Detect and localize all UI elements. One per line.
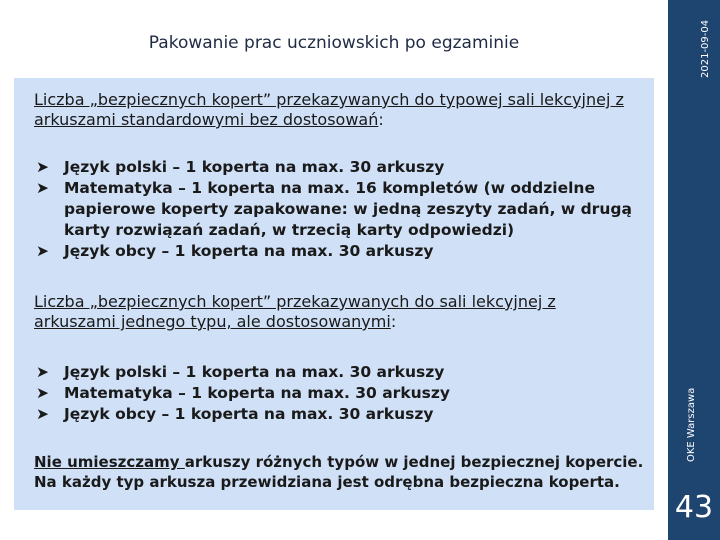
slide-number: 43 bbox=[674, 490, 714, 525]
note-text: arkuszy różnych typów w jednej bezpiecznej kopercie. Na każdy typ arkusza przewidziana jest odrębna bezpieczna koperta. bbox=[34, 453, 644, 491]
list-item-text: Matematyka – 1 koperta na max. 30 arkuszy bbox=[64, 384, 451, 402]
organization-label: OKE Warszawa bbox=[686, 387, 697, 462]
arrowhead-bullet-icon: ➤ bbox=[36, 158, 49, 176]
content-panel bbox=[14, 78, 654, 510]
list-item-text: Matematyka – 1 koperta na max. 16 kompletów (w oddzielne papierowe koperty zapakowane: w jedną zeszyty zadań, w drugą karty rozwiązań zadań, w trzecią karty odpowiedzi) bbox=[64, 179, 632, 239]
section1-intro bbox=[34, 90, 634, 130]
list-item-text: Język polski – 1 koperta na max. 30 arkuszy bbox=[64, 158, 445, 176]
list-item bbox=[36, 178, 636, 241]
list-item bbox=[36, 362, 636, 383]
section1-intro-text: Liczba „bezpiecznych kopert” przekazywanych do typowej sali lekcyjnej z arkuszami standardowymi bez dostosowań bbox=[34, 90, 624, 129]
arrowhead-bullet-icon: ➤ bbox=[36, 363, 49, 381]
list-item bbox=[36, 404, 636, 425]
section1-list bbox=[36, 157, 636, 262]
slide-date: 2021-09-04 bbox=[700, 19, 711, 78]
arrowhead-bullet-icon: ➤ bbox=[36, 384, 49, 402]
section2-intro bbox=[34, 292, 634, 332]
list-item-text: Język obcy – 1 koperta na max. 30 arkuszy bbox=[64, 405, 434, 423]
section2-intro-colon: : bbox=[390, 312, 397, 331]
note-emphasis: Nie umieszczamy bbox=[34, 453, 185, 471]
section1-intro-colon: : bbox=[378, 110, 384, 129]
list-item-text: Język obcy – 1 koperta na max. 30 arkuszy bbox=[64, 242, 434, 260]
section2-intro-text: Liczba „bezpiecznych kopert” przekazywanych do sali lekcyjnej z arkuszami jednego typu, ale dostosowanymi bbox=[34, 292, 556, 331]
list-item bbox=[36, 383, 636, 404]
important-note bbox=[34, 452, 654, 492]
list-item-text: Język polski – 1 koperta na max. 30 arkuszy bbox=[64, 363, 445, 381]
list-item bbox=[36, 157, 636, 178]
section2-list bbox=[36, 362, 636, 425]
slide-title: Pakowanie prac uczniowskich po egzaminie bbox=[148, 33, 520, 53]
arrowhead-bullet-icon: ➤ bbox=[36, 242, 49, 260]
arrowhead-bullet-icon: ➤ bbox=[36, 405, 49, 423]
arrowhead-bullet-icon: ➤ bbox=[36, 179, 49, 197]
list-item bbox=[36, 241, 636, 262]
